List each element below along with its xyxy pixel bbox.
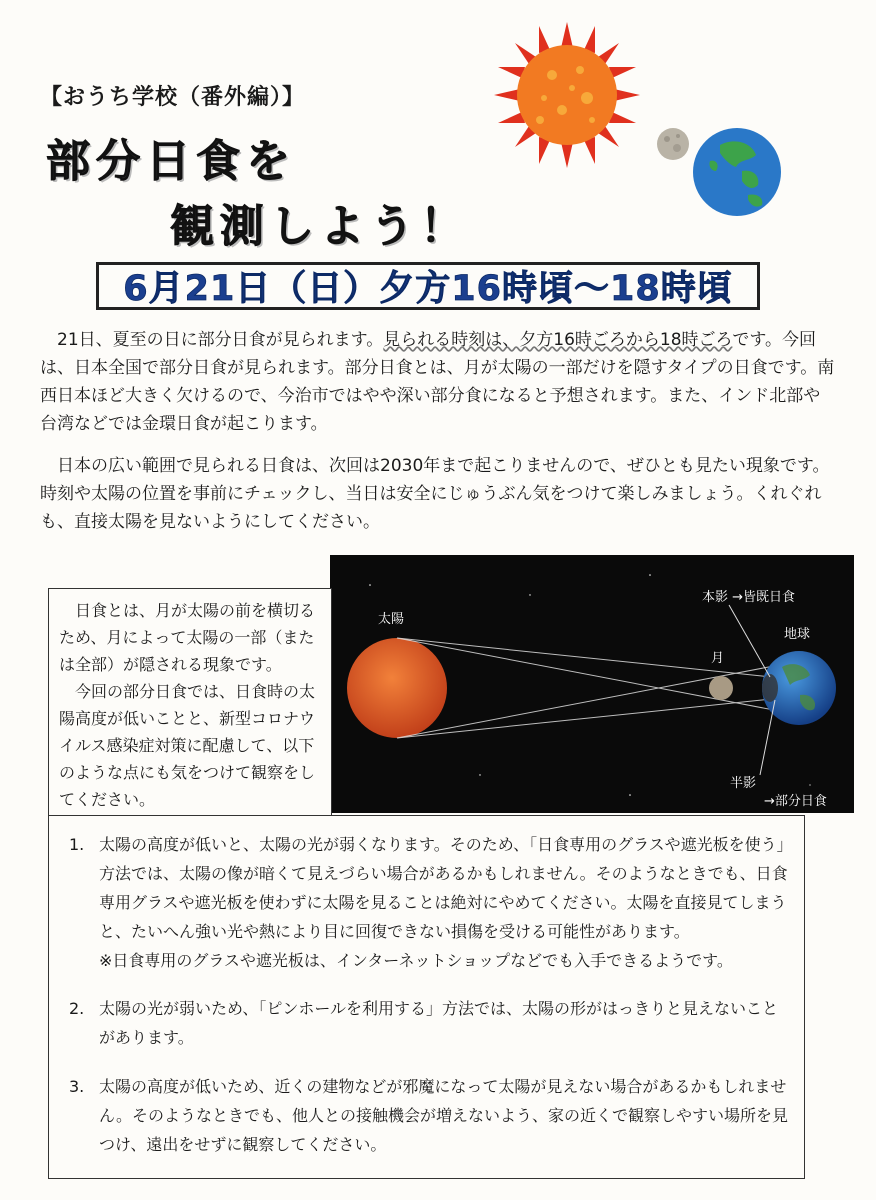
label-earth: 地球 (784, 627, 811, 642)
eclipse-explanation-box (48, 588, 332, 816)
label-partial: →部分日食 (764, 794, 827, 809)
sun-illustration (492, 20, 642, 170)
intro-paragraph-2: 日本の広い範囲で見られる日食は、次回は2030年まで起こりませんので、ぜひとも見たい現象です。時刻や太陽の位置を事前にチェックし、当日は安全にじゅうぶん気をつけて楽しみましょう。くれぐれも、直接太陽を見ないようにしてください。 (40, 456, 830, 532)
list-item-text: 太陽の高度が低いと、太陽の光が弱くなります。そのため、「日食専用のグラスや遮光板を使う」方法では、太陽の像が暗くて見えづらい場合があるかもしれません。そのようなときでも、日食専用グラスや遮光板を使わずに太陽を見ることは絶対にやめてください。太陽を直接見てしまうと、たいへん強い光や熱により目に回復できない損傷を受ける可能性があります。 (99, 835, 788, 941)
list-item (69, 1072, 789, 1159)
date-text: 6月21日（日）夕方16時頃～18時頃 (123, 269, 733, 309)
explanation-paragraph-2: 今回の部分日食では、日食時の太陽高度が低いことと、新型コロナウイルス感染症対策に配慮して、以下のような点にも気をつけて観察をしてください。 (59, 682, 316, 809)
series-label: 【おうち学校（番外編）】 (40, 85, 306, 110)
earth-illustration (690, 125, 784, 219)
list-item-text: 太陽の光が弱いため、「ピンホールを利用する」方法では、太陽の形がはっきりと見えないことがあります。 (99, 999, 779, 1047)
intro-p1-time-highlight: 見られる時刻は、夕方16時ごろから18時ごろ (383, 330, 733, 350)
eclipse-diagram (330, 555, 854, 813)
moon-illustration (655, 126, 691, 162)
list-item-text: 太陽の高度が低いため、近くの建物などが邪魔になって太陽が見えない場合があるかもしれません。そのようなときでも、他人との接触機会が増えないよう、家の近くで観察しやすい場所を見つけ、遠出をせずに観察してください。 (99, 1077, 788, 1154)
diagram-moon (709, 676, 733, 700)
title-line-2: 観測しよう！ (170, 201, 470, 252)
label-sun: 太陽 (378, 612, 405, 627)
label-umbra: 本影 →皆既日食 (702, 590, 796, 605)
label-penumbra: 半影 (730, 776, 757, 791)
date-banner (96, 262, 760, 310)
intro-p1-a: 21日、夏至の日に部分日食が見られます。 (57, 330, 384, 350)
list-item-number: 2. (69, 999, 85, 1018)
list-item (69, 994, 789, 1052)
label-moon: 月 (711, 651, 725, 666)
list-item-number: 3. (69, 1077, 85, 1096)
explanation-paragraph-1: 日食とは、月が太陽の前を横切るため、月によって太陽の一部（または全部）が隠される現象です。 (59, 601, 316, 674)
precautions-box (48, 815, 805, 1179)
intro-paragraph-1 (40, 326, 836, 438)
diagram-sun (347, 638, 447, 738)
intro-p1-c: です。今回は、日本全国で部分日食が見られます。部分日食とは、月が太陽の一部だけを隠すタイプの日食です。南西日本ほど大きく欠けるので、今治市ではやや深い部分食になると予想されます。また、インド北部や台湾などでは金環日食が起こります。 (40, 330, 835, 434)
title-line-1: 部分日食を (46, 136, 296, 187)
list-item-note: ※日食専用のグラスや遮光板は、インターネットショップなどでも入手できるようです。 (99, 951, 733, 970)
list-item-number: 1. (69, 835, 85, 854)
list-item (69, 830, 789, 975)
